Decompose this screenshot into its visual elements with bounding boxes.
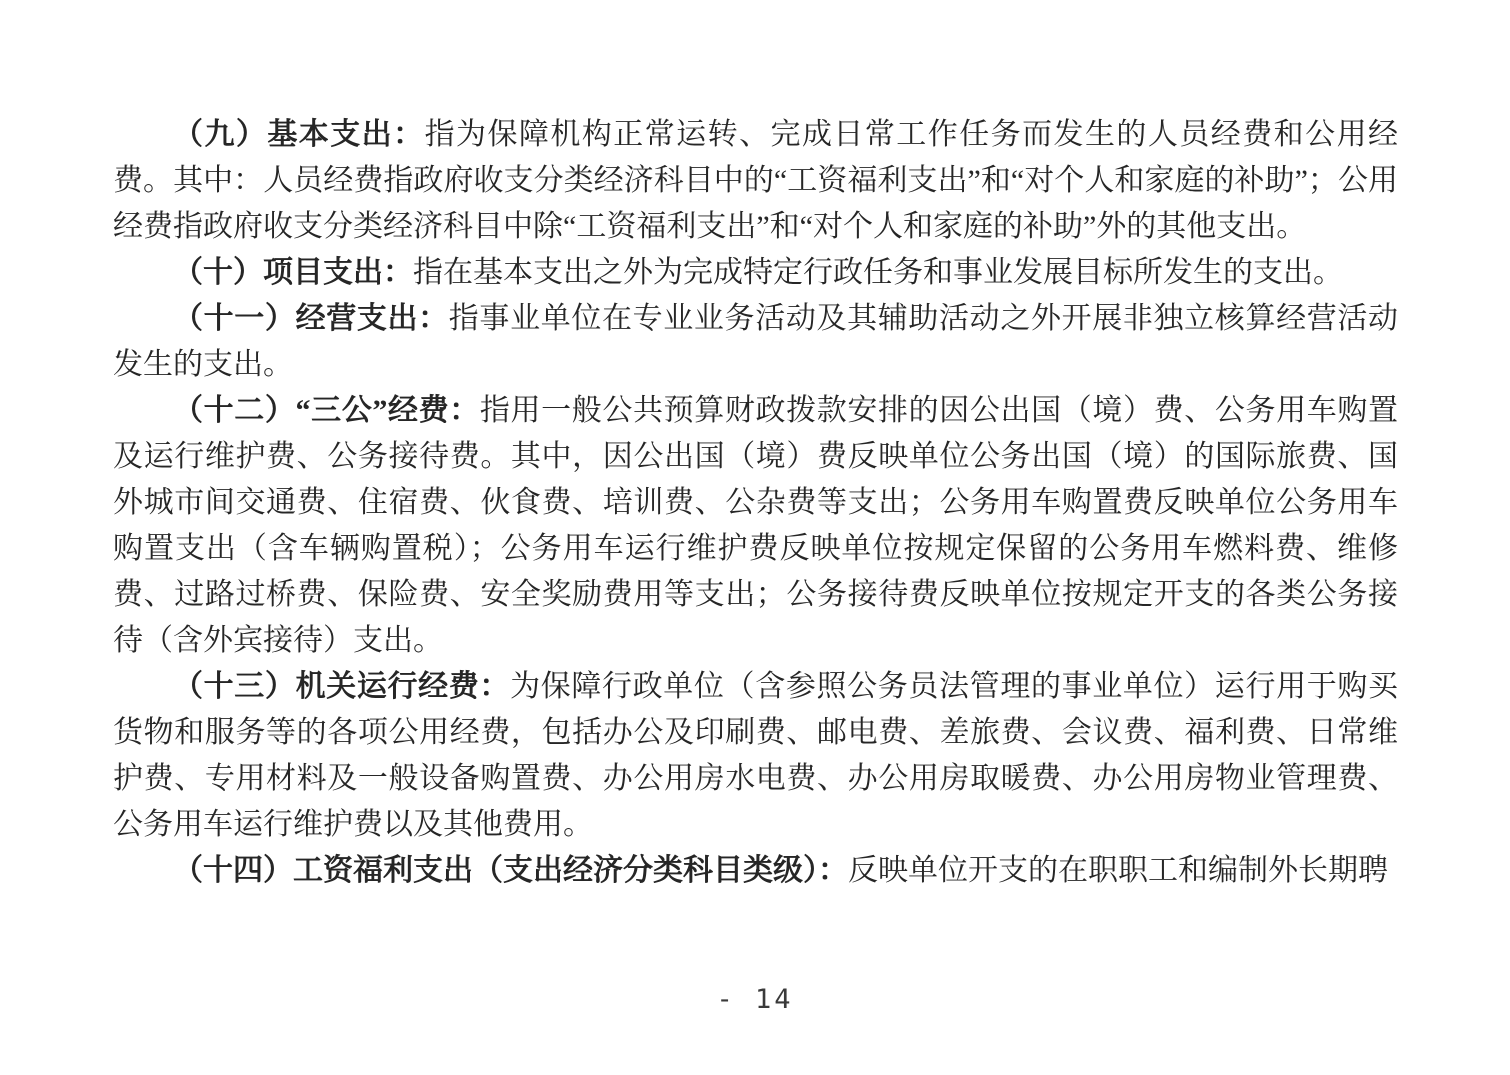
paragraph-text: 反映单位开支的在职职工和编制外长期聘 (848, 854, 1388, 887)
paragraph (113, 296, 1398, 388)
document-body (113, 112, 1398, 894)
paragraph-label: （十二）“三公”经费： (173, 394, 480, 427)
paragraph-label: （十三）机关运行经费： (173, 670, 511, 703)
paragraph-label: （十一）经营支出： (173, 302, 449, 335)
paragraph-label: （十）项目支出： (173, 256, 413, 289)
paragraph (113, 250, 1398, 296)
paragraph-text: 指事业单位在专业业务活动及其辅助活动之外开展非独立核算经营活动发生的支出。 (113, 302, 1399, 381)
paragraph (113, 388, 1398, 664)
paragraph (113, 664, 1398, 848)
paragraph-text: 指为保障机构正常运转、完成日常工作任务而发生的人员经费和公用经费。其中：人员经费指政府收支分类经济科目中的“工资福利支出”和“对个人和家庭的补助”；公用经费指政府收支分类经济科目中除“工资福利支出”和“对个人和家庭的补助”外的其他支出。 (113, 118, 1399, 243)
paragraph (113, 112, 1398, 250)
paragraph-text: 指用一般公共预算财政拨款安排的因公出国（境）费、公务用车购置及运行维护费、公务接待费。其中，因公出国（境）费反映单位公务出国（境）的国际旅费、国外城市间交通费、住宿费、伙食费、培训费、公杂费等支出；公务用车购置费反映单位公务用车购置支出（含车辆购置税）；公务用车运行维护费反映单位按规定保留的公务用车燃料费、维修费、过路过桥费、保险费、安全奖励费用等支出；公务接待费反映单位按规定开支的各类公务接待（含外宾接待）支出。 (113, 394, 1398, 657)
paragraph-label: （九）基本支出： (173, 118, 425, 151)
page-number: - 14 (716, 984, 794, 1015)
paragraph-text: 指在基本支出之外为完成特定行政任务和事业发展目标所发生的支出。 (413, 256, 1343, 289)
paragraph-text: 为保障行政单位（含参照公务员法管理的事业单位）运行用于购买货物和服务等的各项公用经费，包括办公及印刷费、邮电费、差旅费、会议费、福利费、日常维护费、专用材料及一般设备购置费、办公用房水电费、办公用房取暖费、办公用房物业管理费、公务用车运行维护费以及其他费用。 (113, 670, 1399, 841)
page-footer (0, 984, 1510, 1015)
paragraph (113, 848, 1398, 894)
paragraph-label: （十四）工资福利支出（支出经济分类科目类级）： (173, 854, 848, 887)
